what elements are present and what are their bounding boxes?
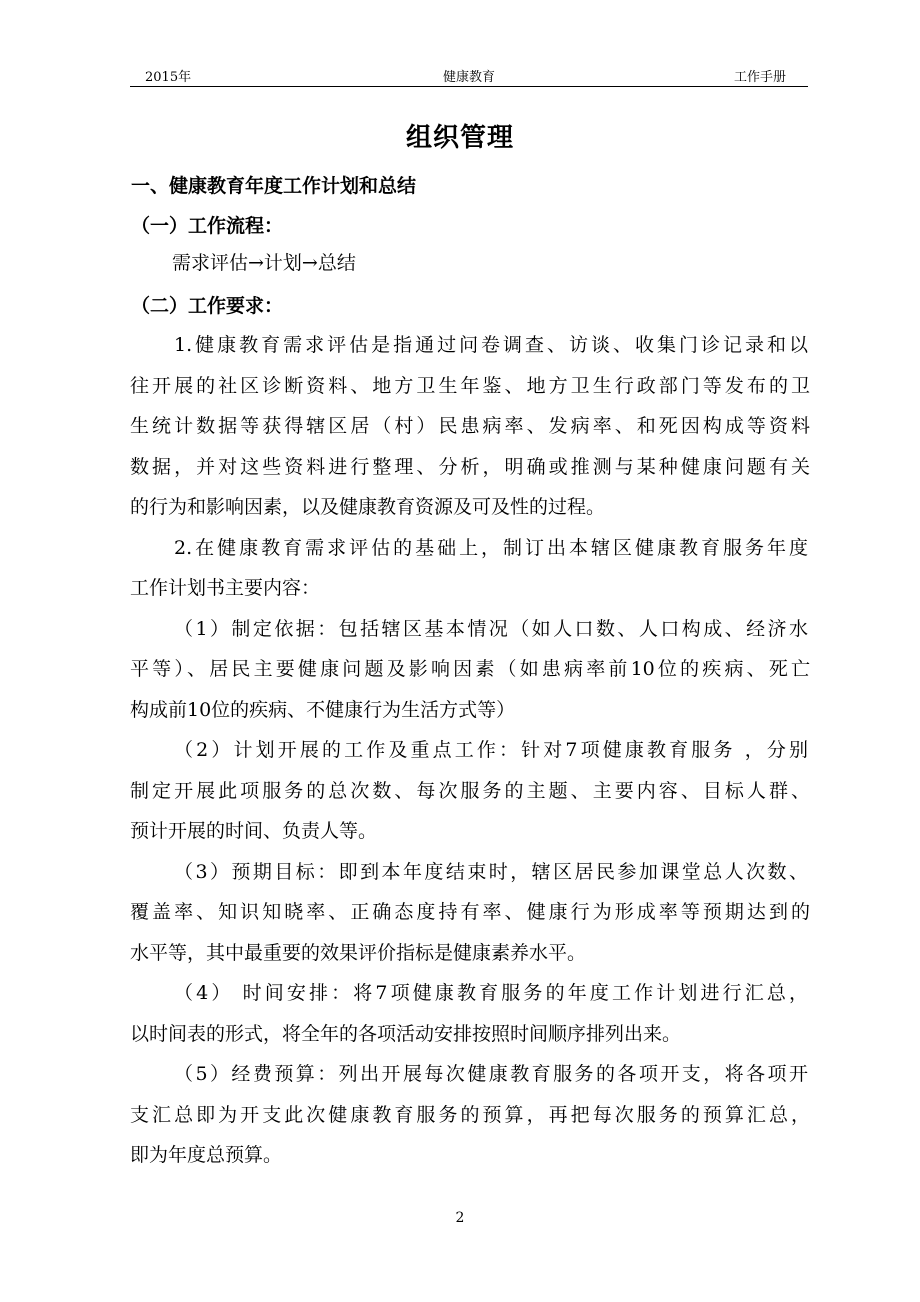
header-manual: 工作手册 bbox=[733, 70, 786, 85]
paragraph-line: （5）经费预算：列出开展每次健康教育服务的各项开支，将各项开 bbox=[174, 1063, 808, 1085]
paragraph-line: 构成前10位的疾病、不健康行为生活方式等） bbox=[130, 699, 516, 721]
paragraph-line: 1.健康教育需求评估是指通过问卷调查、访谈、收集门诊记录和以 bbox=[174, 334, 808, 356]
paragraph-line: 数据，并对这些资料进行整理、分析，明确或推测与某种健康问题有关 bbox=[130, 456, 810, 478]
paragraph-line: 制定开展此项服务的总次数、每次服务的主题、主要内容、目标人群、 bbox=[130, 780, 810, 802]
paragraph-line: （1）制定依据：包括辖区基本情况（如人口数、人口构成、经济水 bbox=[174, 618, 808, 640]
paragraph-line: 覆盖率、知识知晓率、正确态度持有率、健康行为形成率等预期达到的 bbox=[130, 901, 810, 923]
paragraph-line: 以时间表的形式，将全年的各项活动安排按照时间顺序排列出来。 bbox=[130, 1023, 682, 1045]
subsection-heading-requirements: （二）工作要求： bbox=[131, 295, 284, 317]
paragraph-line: 预计开展的时间、负责人等。 bbox=[130, 820, 378, 842]
paragraph-line: 即为年度总预算。 bbox=[130, 1144, 283, 1166]
paragraph-line: （3）预期目标：即到本年度结束时，辖区居民参加课堂总人次数、 bbox=[174, 861, 808, 883]
header-year: 2015年 bbox=[145, 70, 192, 85]
paragraph-line: 2.在健康教育需求评估的基础上，制订出本辖区健康教育服务年度 bbox=[174, 537, 808, 559]
page-title: 组织管理 bbox=[405, 123, 514, 153]
paragraph-line: 水平等，其中最重要的效果评价指标是健康素养水平。 bbox=[130, 942, 587, 964]
subsection-heading-workflow: （一）工作流程： bbox=[131, 215, 284, 237]
paragraph-line: 工作计划书主要内容： bbox=[130, 577, 321, 599]
header-divider bbox=[130, 86, 808, 87]
section-heading: 一、健康教育年度工作计划和总结 bbox=[131, 175, 417, 197]
page-header bbox=[130, 66, 808, 86]
paragraph-line: 生统计数据等获得辖区居（村）民患病率、发病率、和死因构成等资料 bbox=[130, 415, 810, 437]
page-number: 2 bbox=[455, 1210, 465, 1226]
paragraph-line: （2）计划开展的工作及重点工作：针对7项健康教育服务 ，分别 bbox=[174, 739, 808, 761]
paragraph-line: 往开展的社区诊断资料、地方卫生年鉴、地方卫生行政部门等发布的卫 bbox=[130, 375, 810, 397]
paragraph-line: 支汇总即为开支此次健康教育服务的预算，再把每次服务的预算汇总， bbox=[130, 1104, 810, 1126]
paragraph-line: 的行为和影响因素，以及健康教育资源及可及性的过程。 bbox=[130, 496, 606, 518]
paragraph-line: （4） 时间安排：将7项健康教育服务的年度工作计划进行汇总， bbox=[174, 982, 808, 1004]
header-topic: 健康教育 bbox=[442, 70, 495, 85]
paragraph-line: 平等）、居民主要健康问题及影响因素（如患病率前10位的疾病、死亡 bbox=[130, 658, 810, 680]
workflow-text: 需求评估→计划→总结 bbox=[172, 252, 356, 274]
